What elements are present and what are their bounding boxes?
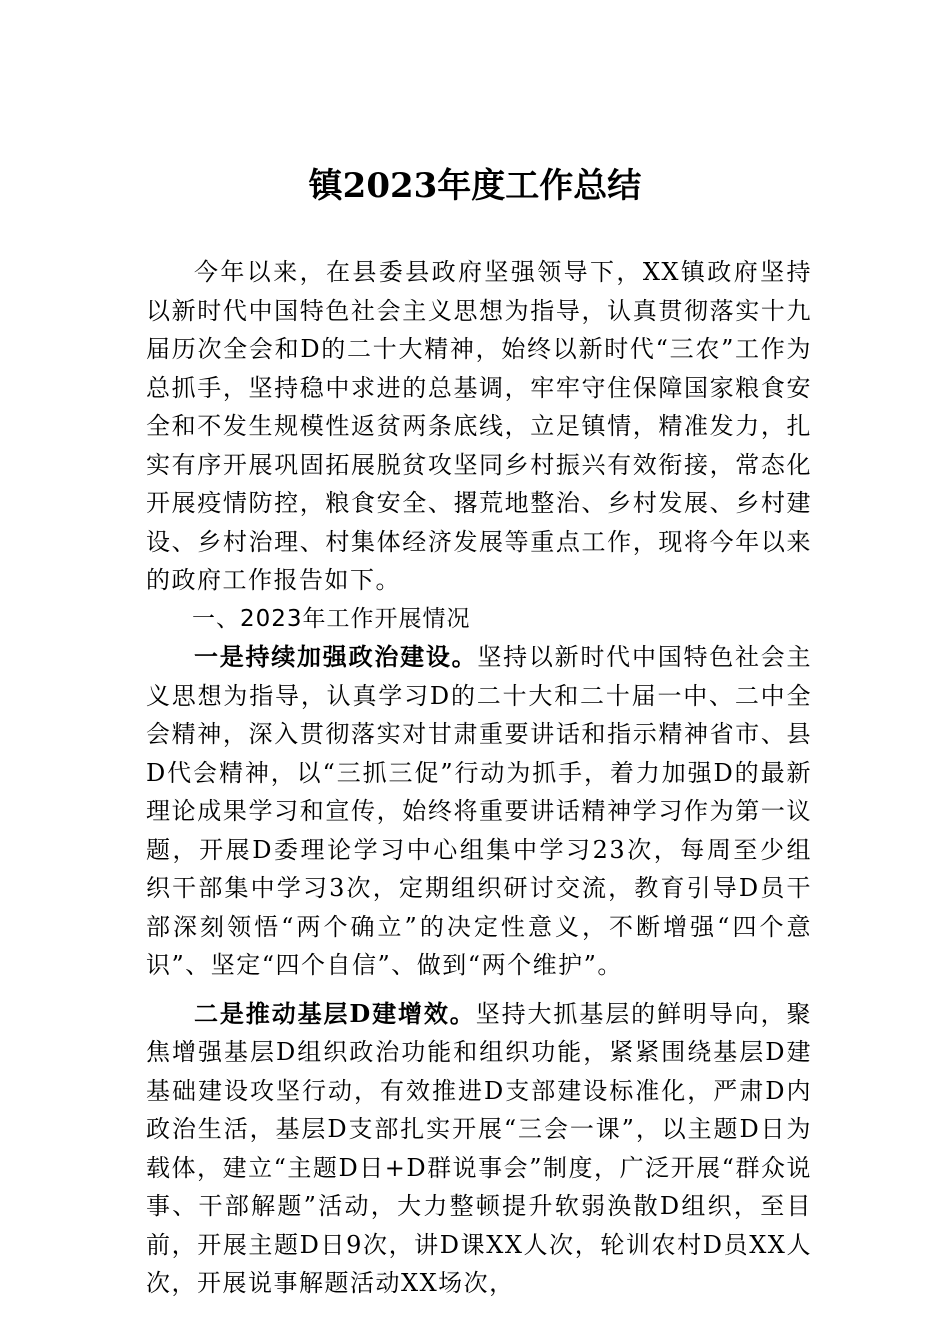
paragraph-lead: 一是持续加强政治建设。 xyxy=(194,642,478,671)
paragraph-text: 坚持以新时代中国特色社会主义思想为指导，认真学习D的二十大和二十届一中、二中全会精神，深入贯彻落实对甘肃重要讲话和指示精神省市、县D代会精神，以“三抓三促”行动为抓手，着力加强D的最新理论成果学习和宣传，始终将重要讲话精神学习作为第一议题，开展D委理论学习中心组集中学习23次，每周至少组织干部集中学习3次，定期组织研讨交流，教育引导D员干部深刻领悟“两个确立”的决定性意义，不断增强“四个意识”、坚定“四个自信”、做到“两个维护”。 xyxy=(146,643,813,979)
paragraph-grassroots-building xyxy=(146,995,812,1303)
paragraph-political-building xyxy=(146,638,812,985)
paragraph-lead: 二是推动基层D建增效。 xyxy=(194,998,476,1028)
document-body xyxy=(146,253,812,1303)
intro-paragraph: 今年以来，在县委县政府坚强领导下，XX镇政府坚持以新时代中国特色社会主义思想为指导，认真贯彻落实十九届历次全会和D的二十大精神，始终以新时代“三农”工作为总抓手，坚持稳中求进的总基调，牢牢守住保障国家粮食安全和不发生规模性返贫两条底线，立足镇情，精准发力，扎实有序开展巩固拓展脱贫攻坚同乡村振兴有效衔接，常态化开展疫情防控，粮食安全、撂荒地整治、乡村发展、乡村建设、乡村治理、村集体经济发展等重点工作，现将今年以来的政府工作报告如下。 xyxy=(146,258,812,594)
document-title: 镇2023年度工作总结 xyxy=(308,166,642,206)
paragraph-text: 坚持大抓基层的鲜明导向，聚焦增强基层D组织政治功能和组织功能，紧紧围绕基层D建基础建设攻坚行动，有效推进D支部建设标准化，严肃D内政治生活，基层D支部扎实开展“三会一课”，以主题D日为载体，建立“主题D日+D群说事会”制度，广泛开展“群众说事、干部解题”活动，大力整顿提升软弱涣散D组织，至目前，开展主题D日9次，讲D课XX人次，轮训农村D员XX人次，开展说事解题活动XX场次， xyxy=(146,999,813,1297)
section-heading: 一、2023年工作开展情况 xyxy=(192,605,471,632)
